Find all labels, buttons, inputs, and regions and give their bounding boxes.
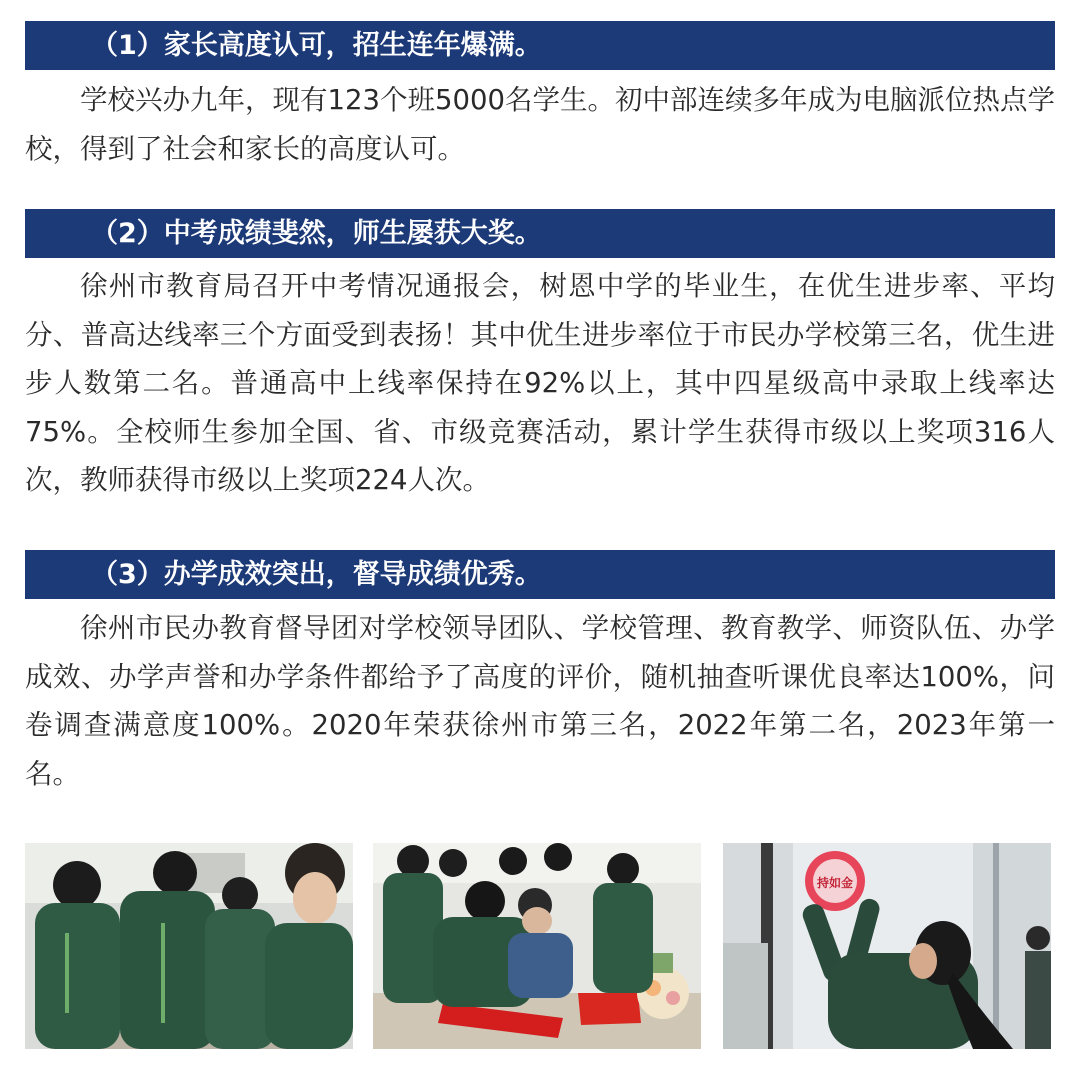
section-3-heading: （3）办学成效突出，督导成绩优秀。 — [25, 550, 1055, 599]
section-1-body: 学校兴办九年，现有123个班5000名学生。初中部连续多年成为电脑派位热点学校，得到了社会和家长的高度认可。 — [25, 84, 1055, 165]
section-3-body: 徐州市民办教育督导团对学校领导团队、学校管理、教育教学、师资队伍、办学成效、办学声誉和办学条件都给予了高度的评价，随机抽查听课优良率达100%，问卷调查满意度100%。2020年荣获徐州市第三名，2022年第二名，2023年第一名。 — [25, 612, 1055, 790]
section-1-heading: （1）家长高度认可，招生连年爆满。 — [25, 21, 1055, 70]
photo-student-window-decoration — [723, 843, 1051, 1049]
photo-students-cooking — [25, 843, 353, 1049]
section-2-body: 徐州市教育局召开中考情况通报会，树恩中学的毕业生，在优生进步率、平均分、普高达线率三个方面受到表扬！其中优生进步率位于市民办学校第三名，优生进步人数第二名。普通高中上线率保持在92%以上，其中四星级高中录取上线率达75%。全校师生参加全国、省、市级竞赛活动，累计学生获得市级以上奖项316人次，教师获得市级以上奖项224人次。 — [25, 270, 1055, 496]
paper-cut-sign-text: 持如金 — [816, 876, 854, 890]
section-2-heading: （2）中考成绩斐然，师生屡获大奖。 — [25, 209, 1055, 258]
photo-students-calligraphy — [373, 843, 701, 1049]
